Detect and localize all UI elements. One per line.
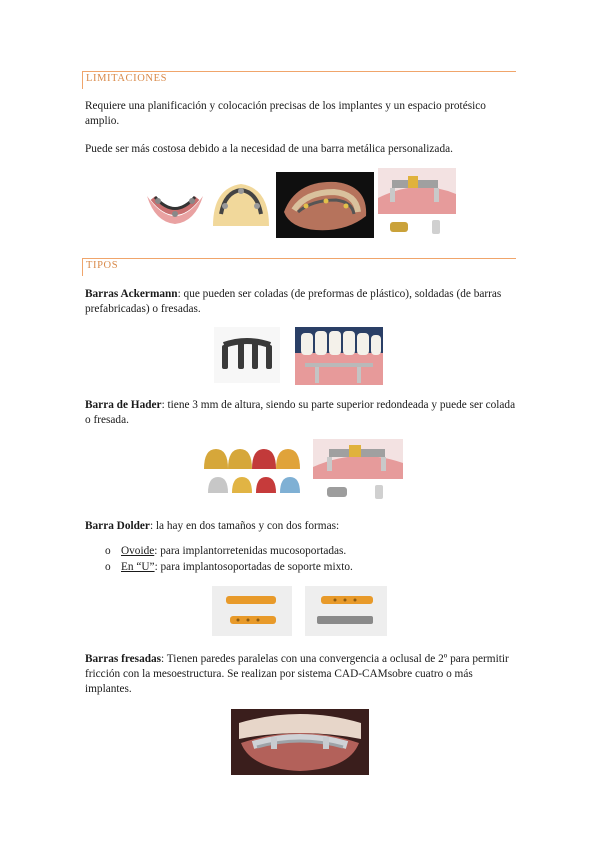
text-dolder: : la hay en dos tamaños y con dos formas: — [149, 520, 340, 532]
dolder-list — [105, 544, 353, 575]
term-dolder: Barra Dolder — [85, 520, 150, 532]
paragraph-hader — [85, 398, 517, 428]
paragraph-limitaciones-2: Puede ser más costosa debido a la necesidad de una barra metálica personalizada. — [85, 143, 453, 155]
list-item — [105, 544, 353, 560]
paragraph-dolder — [85, 519, 517, 534]
list-item-term: En “U” — [121, 560, 155, 573]
bullet: o — [105, 545, 111, 557]
photo-hader-diagram — [313, 439, 403, 505]
section-heading-limitaciones — [82, 71, 516, 89]
photo-bar-clip-diagram — [378, 168, 456, 240]
photo-milled-bar-in-mouth — [231, 709, 369, 775]
term-ackermann: Barras Ackermann — [85, 288, 178, 300]
list-item-term: Ovoide — [121, 545, 155, 557]
photo-denture-on-bar — [276, 172, 374, 238]
text-fresadas: : Tienen paredes paralelas con una convergencia a oclusal de 2º para permitir fricción con la mesoestructura. Se realizan por sistema CAD-CAMsobre cuatro o más implantes. — [85, 653, 509, 695]
photo-hader-clips — [200, 443, 306, 503]
paragraph-limitaciones-1: Requiere una planificación y colocación precisas de los implantes y un espacio protésico amplio. — [85, 100, 486, 127]
term-hader: Barra de Hader — [85, 399, 162, 411]
term-fresadas: Barras fresadas — [85, 653, 162, 665]
photo-ackermann-bar — [214, 327, 280, 383]
photo-overdenture-model-bar — [211, 178, 271, 228]
paragraph-fresadas — [85, 652, 517, 697]
text-hader: : tiene 3 mm de altura, siendo su parte superior redondeada y puede ser colada o fresada. — [85, 399, 516, 426]
photo-ackermann-denture — [295, 327, 383, 385]
text-ackermann: : que pueden ser coladas (de preformas de plástico), soldadas (de barras prefabricadas) o fresadas. — [85, 288, 502, 315]
photo-dolder-u-bar — [305, 586, 387, 636]
section-heading-tipos — [82, 258, 516, 276]
list-item-text: : para implantosoportadas de soporte mixto. — [154, 560, 353, 573]
bullet: o — [105, 560, 111, 573]
section-heading-text: TIPOS — [86, 260, 119, 271]
photo-overdenture-lower-bar — [143, 178, 207, 228]
list-item-text: : para implantorretenidas mucosoportadas. — [154, 545, 347, 557]
paragraph-ackermann — [85, 287, 517, 317]
section-heading-text: LIMITACIONES — [86, 73, 168, 84]
photo-dolder-ovoid-bar — [212, 586, 292, 636]
list-item — [105, 560, 353, 576]
